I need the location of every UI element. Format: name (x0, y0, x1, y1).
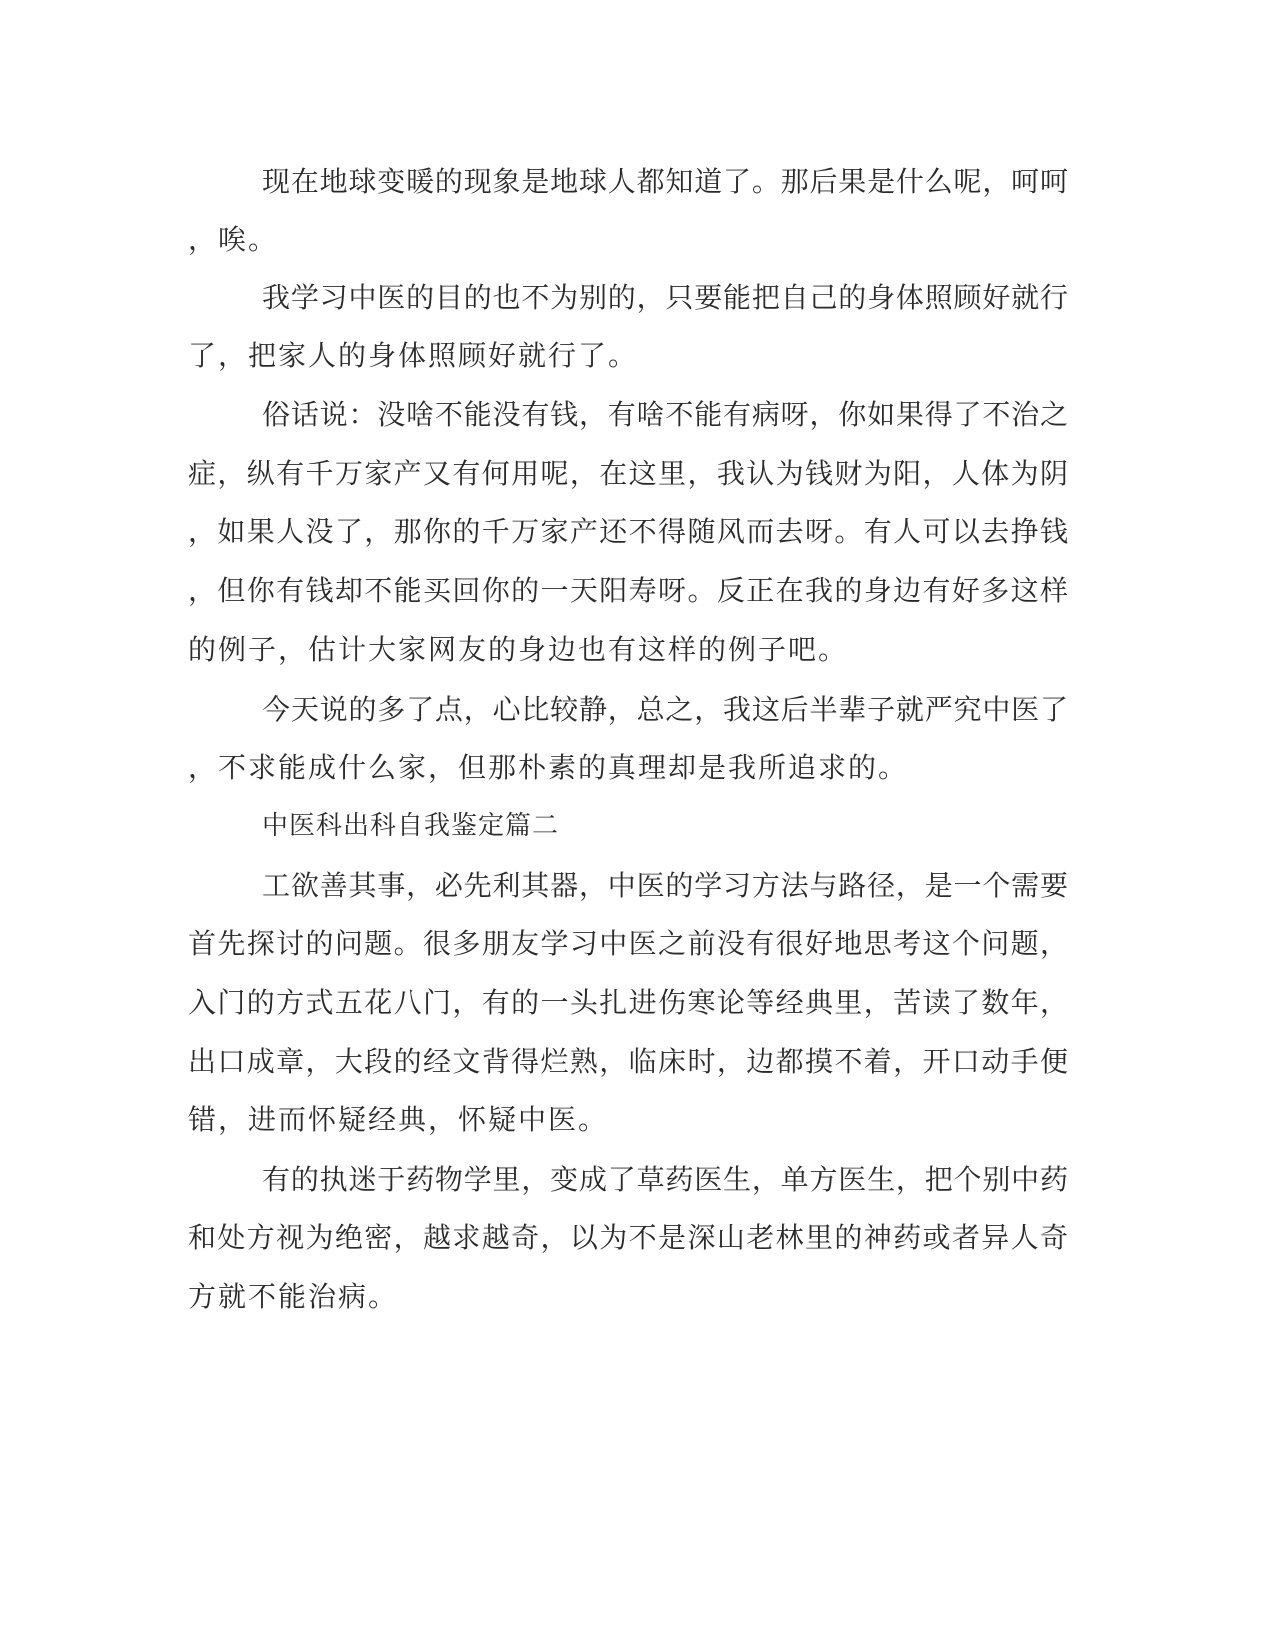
paragraph-line: 有的执迷于药物学里，变成了草药医生，单方医生，把个别中药 (262, 1163, 1068, 1196)
paragraph-line: 工欲善其事，必先利其器，中医的学习方法与路径，是一个需要 (262, 869, 1068, 902)
paragraph-line: 入门的方式五花八门，有的一头扎进伤寒论等经典里，苦读了数年， (188, 986, 1068, 1019)
paragraph-line: ，不求能成什么家，但那朴素的真理却是我所追求的。 (188, 751, 909, 784)
paragraph-line: 症，纵有千万家产又有何用呢，在这里，我认为钱财为阳，人体为阴 (188, 457, 1068, 490)
paragraph-line: 出口成章，大段的经文背得烂熟，临床时，边都摸不着，开口动手便 (188, 1045, 1068, 1078)
paragraph-line: 我学习中医的目的也不为别的，只要能把自己的身体照顾好就行 (262, 281, 1068, 314)
paragraph-line: 错，进而怀疑经典，怀疑中医。 (188, 1103, 609, 1136)
paragraph-line: ，如果人没了，那你的千万家产还不得随风而去呀。有人可以去挣钱 (188, 515, 1068, 548)
paragraph-line: 首先探讨的问题。很多朋友学习中医之前没有很好地思考这个问题， (188, 927, 1068, 960)
paragraph-line: 的例子，估计大家网友的身边也有这样的例子吧。 (188, 633, 849, 666)
paragraph-line: 现在地球变暖的现象是地球人都知道了。那后果是什么呢，呵呵 (262, 165, 1068, 198)
paragraph-line: ，唉。 (188, 223, 279, 256)
paragraph-line: 俗话说：没啥不能没有钱，有啥不能有病呀，你如果得了不治之 (262, 398, 1068, 431)
paragraph-line: 今天说的多了点，心比较静，总之，我这后半辈子就严究中医了 (262, 693, 1068, 726)
paragraph-line: ，但你有钱却不能买回你的一天阳寿呀。反正在我的身边有好多这样 (188, 574, 1068, 607)
paragraph-line: 和处方视为绝密，越求越奇，以为不是深山老林里的神药或者异人奇 (188, 1221, 1068, 1254)
paragraph-line: 方就不能治病。 (188, 1280, 399, 1313)
paragraph-line: 了，把家人的身体照顾好就行了。 (188, 339, 639, 372)
section-heading: 中医科出科自我鉴定篇二 (262, 811, 560, 841)
